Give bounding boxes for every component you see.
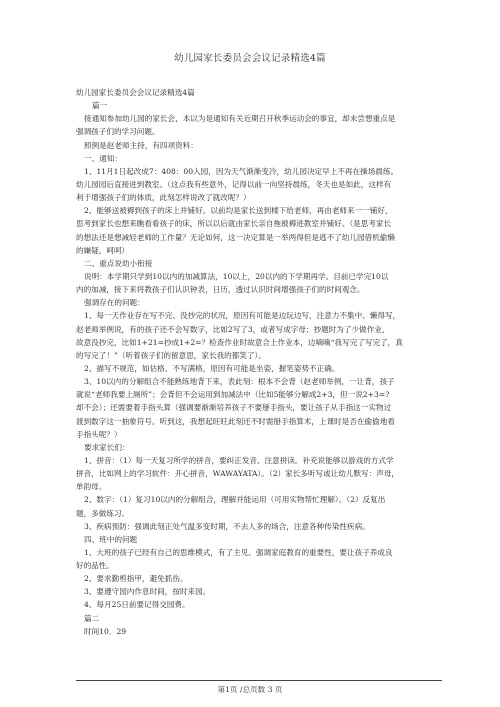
text-line: 故意没抄完，比如1+21=抄成1+2=？检查作业时故意合上作业本，边嘀嘀“我写完了写完了，真 — [76, 337, 403, 347]
text-line: 时间10．29 — [84, 626, 127, 636]
text-line: 幼儿园家长委员会会议记录精选4篇 — [76, 88, 195, 97]
text-line: 一、通知： — [84, 153, 122, 163]
text-line: 幼儿园园后直接进到教室。（这点我有些意外，记得以前一向坚持晨练，冬天也是如此，这样有 — [76, 179, 392, 189]
text-line: 思考到家长也想来瞧看看孩子的床，所以以后就由家长亲自拖被褥进教室并铺好。（是思考家长 — [76, 219, 392, 229]
text-line: 篇二 — [84, 613, 100, 623]
text-line: 3、10以内的分解组合不能熟练地背下来，表此刻：根本不会背（赵老师举例，一让背，孩子 — [84, 377, 395, 387]
text-line: 1、大班的孩子已经有自己的思维模式，有了主见。强调家庭教育的重要性，要让孩子养成良 — [84, 547, 393, 557]
text-line: 内的加减，接下来将教孩子们认识钟表，日历，透过认识时间增强孩子们的时间观念。 — [76, 285, 365, 295]
text-line: 的想法还是想减轻老师的工作量？无论如何，这一决定算是一举两得但是逃不了幼儿园借机偷懒 — [76, 232, 395, 242]
text-line: 3、疾病预防：强调此刻正处气温多变时期，不去人多的场合，注意各种传染性疾病。 — [84, 521, 370, 531]
text-line: 强调孩子们的学习问题。 — [76, 127, 160, 137]
text-line: 2、能够送被褥到孩子的床上并铺好。以前均是家长送到楼下给老师，再由老师来一一铺好， — [84, 206, 393, 216]
text-line: 强调存在的问题： — [84, 298, 145, 308]
text-line: 接通知参加幼儿园的家长会，本以为是通知有关近期召开秋季运动会的事宜，却未尝想重点是 — [84, 114, 396, 124]
text-line: 渡到数字这一抽象符号。听到这，我想起旺旺此刻还不时需掰手指算术，上课时是否在偷偷地看 — [76, 416, 395, 426]
text-line: 1、拼音：（1）每一天复习所学的拼音，要纠正发音、注意拼读。补充说能够以游戏的方式学 — [84, 455, 394, 465]
page-footer: 第1页 /总页数 3 页 — [217, 685, 283, 694]
page-title: 幼儿园家长委员会会议记录精选4篇 — [174, 53, 326, 64]
text-line: 3、要遵守园内作息时间，按时来园。 — [84, 587, 211, 597]
text-line: 的写完了！”（听着孩子们的留意思，家长我的都笑了）。 — [76, 350, 266, 360]
text-line: 题，多做练习。 — [76, 508, 130, 518]
text-line: 四、班中的问题 — [84, 534, 138, 544]
text-line: 就说“老师我要上厕所”；会背但不会运用到加减法中（比如5能够分解成2+3，但一说2+3=? — [76, 390, 390, 400]
text-line: 篇一 — [92, 101, 108, 111]
text-line: 2、描写不规范，如估格、不写满格，原因有可能是坐姿，握笔姿势不正确。 — [84, 363, 340, 373]
text-line: 手指头呢？） — [76, 429, 122, 439]
text-line: 2、要求勤剪指甲，避免抓伤。 — [84, 574, 188, 584]
text-line: 赵老师举例说，有的孩子还不会写数字，比如2写了3，或者写成字母；抄题时为了少做作业， — [76, 324, 390, 334]
text-line: 的嫌疑，呵呵） — [76, 245, 130, 255]
text-line: 利于增强孩子们的体质，此刻怎样说改了就改呢？） — [76, 193, 251, 203]
text-line: 说明：本学期只学到10以内的加减算法，10以上，20以内的下学期再学。目前已学完10以 — [84, 271, 389, 281]
text-line: 拼音，比如网上的学习软件：开心拼音，WAWAYATA）。（2）家长多听写或让幼儿默写：声母， — [76, 469, 400, 479]
text-line: 4、每月25日前要记得交园费。 — [84, 600, 190, 610]
text-line: 1、11月1日起改成7：408：00入园，因为天气渐渐变冷，幼儿园决定早上不再在操场晨练。 — [84, 166, 399, 176]
text-line: 要求家长们： — [84, 442, 130, 452]
text-line: 1、每一天作业存在写不完、没抄完的状况，原因有可能是边玩边写，注意力不集中、懒得写， — [84, 311, 401, 321]
text-line: 单韵母。 — [76, 482, 107, 492]
text-line: 好的品性。 — [76, 561, 114, 571]
text-line: 2、数字：（1）复习10以内的分解组合，理解并能运用（可用实物帮忙理解）。（2）反复出 — [84, 495, 386, 505]
text-line: 却不会）；还需要着手指头算（强调要渐渐培养孩子不要掰手指头，要让孩子从手指这一实物过 — [76, 403, 392, 413]
footer-divider — [76, 680, 442, 681]
text-line: 二、重点说幼小衔接 — [84, 258, 153, 268]
text-line: 照例是赵老师主持，有四项资料： — [84, 140, 198, 150]
document-body — [76, 86, 442, 638]
